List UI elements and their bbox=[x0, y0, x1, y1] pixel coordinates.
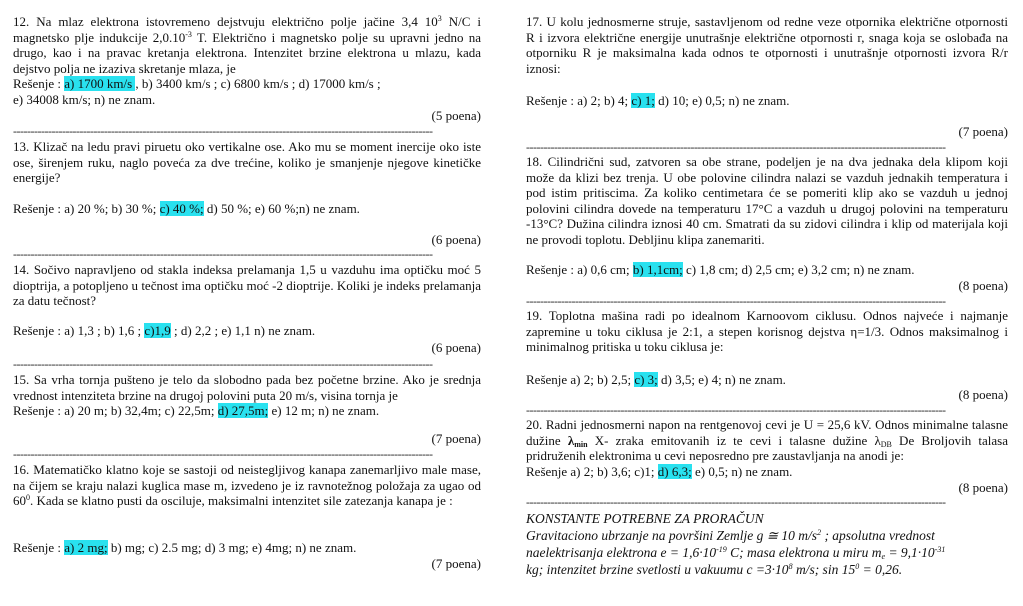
question-16-solution-row bbox=[13, 540, 481, 556]
highlighted-answer: d) 6,3; bbox=[657, 463, 692, 479]
question-17 bbox=[526, 14, 1008, 76]
question-13-points: (6 poena) bbox=[431, 232, 481, 247]
question-20-text: 20. Radni jednosmerni napon na rentgenovoj cevi je U = 25,6 kV. Odnos minimalne talasne dužine $\lambda_{min}$ X- zraka emitovanih iz te cevi i talasne dužine $\lambda_{DB}$ De Broljovih talasa pridruženih elektronima u cevi neposredno pre zaustavljanja na anodi je: bbox=[526, 417, 1008, 463]
separator-line: ------------------------------------------------------------------------------------------------------------------------ bbox=[526, 297, 946, 305]
question-13 bbox=[13, 139, 481, 186]
separator-line: ------------------------------------------------------------------------------------------------------------------------ bbox=[526, 406, 946, 414]
question-18 bbox=[526, 154, 1008, 247]
question-14-text: 14. Sočivo napravljeno od stakla indeksa prelamanja 1,5 u vazduhu ima optičku moć 5 dioptrija, a potopljeno u tečnost ima optičku moć -2 dioptrije. Koliki je indeks prelamanja za datu tečnost? bbox=[13, 262, 481, 308]
question-15-points: (7 poena) bbox=[431, 431, 481, 446]
constants-line-3: kg; intenzitet brzine svetlosti u vakuumu $c =3\cdot 10^8$ m/s; $\sin 15^0 = 0,26$. bbox=[526, 562, 903, 577]
separator-line: ------------------------------------------------------------------------------------------------------------------------ bbox=[13, 250, 433, 258]
question-14 bbox=[13, 262, 481, 309]
question-16-text: 16. Matematičko klatno koje se sastoji od neistegljivog kanapa zanemarljivo male mase, na čijem se kraju nalazi kuglica mase m, izvedeno je iz ravnotežnog položaja za ugao od $60^0$. Kada se klatno pusti da osciluje, maksimalni intenzitet sile zatezanja kanapa je : bbox=[13, 462, 481, 508]
question-20-points: (8 poena) bbox=[958, 480, 1008, 495]
question-12-text: 12. Na mlaz elektrona istovremeno dejstvuju električno polje jačine 3,4 $10^3$ N/C i magnetsko plje indukcije $2,0.10^{-3}$ T. Električno i magnetsko polje su upravni jedno na drugo, kao i na pravac kretanja elektrona. Intenzitet brzine elektrona u mlazu, kada dejstvo polja ne izaziva skretanje mlaza, je bbox=[13, 14, 481, 76]
question-13-solution-row bbox=[13, 201, 481, 217]
question-17-points: (7 poena) bbox=[958, 124, 1008, 139]
question-12-points: (5 poena) bbox=[431, 108, 481, 123]
highlighted-answer: b) 1,1cm; bbox=[632, 262, 683, 277]
question-18-text: 18. Cilindrični sud, zatvoren sa obe strane, podeljen je na dva jednaka dela klipom koji može da klizi bez trenja. U obe polovine cilindra nalazi se vazduh jednakih temperatura i pod istim pritiscima. Za koliko centimetara će se pomeriti klip ako se vazduh u jednoj polovini cilindra dovede na temperaturu 17°C a vazduh u drugoj polovini na temperaturu -13°C? Dužina cilindra iznosi 40 cm. Smatrati da su zidovi cilindra i klip od materijala koji ne provodi toplotu. Debljinu klipa zanemariti. bbox=[526, 154, 1008, 247]
question-16-points: (7 poena) bbox=[431, 556, 481, 571]
question-19-text: 19. Toplotna mašina radi po idealnom Karnoovom ciklusu. Odnos najveće i najmanje zapremine u toku ciklusa je 2:1, a stepen korisnog dejstva η=1/3. Odnos maksimalnog i minimalnog pritiska u toku ciklusa je: bbox=[526, 308, 1008, 354]
question-20 bbox=[526, 417, 1008, 479]
question-17-solution-row bbox=[526, 93, 1008, 109]
constants-title: KONSTANTE POTREBNE ZA PRORAČUN bbox=[526, 511, 764, 526]
separator-line: ------------------------------------------------------------------------------------------------------------------------ bbox=[526, 498, 946, 506]
question-12-solution: Rešenje : a) 1700 km/s , b) 3400 km/s ; c) 6800 km/s ; d) 17000 km/s ; bbox=[13, 76, 381, 91]
question-14-solution: Rešenje : a) 1,3 ; b) 1,6 ; c)1,9 ; d) 2,2 ; e) 1,1 n) ne znam. bbox=[13, 323, 316, 338]
constants-section bbox=[526, 510, 1008, 578]
question-15-solution: Rešenje : a) 20 m; b) 32,4m; c) 22,5m; d) 27,5m; e) 12 m; n) ne znam. bbox=[13, 403, 380, 418]
question-14-solution-row bbox=[13, 323, 481, 339]
highlighted-answer: c) 3; bbox=[634, 372, 658, 387]
question-12 bbox=[13, 14, 481, 107]
highlighted-answer: c) 40 %; bbox=[159, 201, 204, 216]
question-15-text: 15. Sa vrha tornja pušteno je telo da slobodno pada bez početne brzine. Ako je srednja vrednost intenziteta brzine na drugoj polovini puta 20 m/s, visina tornja je bbox=[13, 372, 481, 403]
question-12-solution-line2: e) 34008 km/s; n) ne znam. bbox=[13, 91, 156, 107]
question-18-solution-row bbox=[526, 262, 1008, 278]
highlighted-answer: a) 1700 km/s bbox=[64, 76, 136, 91]
question-16-solution: Rešenje : a) 2 mg; b) mg; c) 2.5 mg; d) 3 mg; e) 4mg; n) ne znam. bbox=[13, 540, 357, 555]
question-15 bbox=[13, 372, 481, 419]
constants-line-1: Gravitaciono ubrzanje na površini Zemlje g ≅ 10 $m/s^2$ ; apsolutna vrednost bbox=[526, 528, 935, 543]
question-19 bbox=[526, 308, 1008, 355]
question-18-solution: Rešenje : a) 0,6 cm; b) 1,1cm; c) 1,8 cm; d) 2,5 cm; e) 3,2 cm; n) ne znam. bbox=[526, 262, 915, 277]
separator-line: ------------------------------------------------------------------------------------------------------------------------ bbox=[13, 450, 433, 458]
question-17-text: 17. U kolu jednosmerne struje, sastavljenom od redne veze otpornika električne otpornosti R i izvora električne energije unutrašnje električne otpornosti r, snaga koja se oslobađa na otporniku R je maksimalna kada odnos te otpornosti i unutrašnje otpornosti izvora R/r iznosi: bbox=[526, 14, 1008, 76]
highlighted-answer: c)1,9 bbox=[144, 323, 171, 338]
question-19-solution-row bbox=[526, 372, 1008, 388]
separator-line: ------------------------------------------------------------------------------------------------------------------------ bbox=[13, 360, 433, 368]
question-13-text: 13. Klizač na ledu pravi piruetu oko vertikalne ose. Ako mu se moment inercije oko iste ose, širenjem ruku, naglo poveća za dve trećine, koliko je smanjenje njegove kinetičke energije? bbox=[13, 139, 481, 185]
question-19-solution: Rešenje a) 2; b) 2,5; c) 3; d) 3,5; e) 4; n) ne znam. bbox=[526, 372, 786, 387]
question-19-points: (8 poena) bbox=[958, 387, 1008, 402]
question-17-solution: Rešenje : a) 2; b) 4; c) 1; d) 10; e) 0,5; n) ne znam. bbox=[526, 93, 790, 108]
separator-line: ------------------------------------------------------------------------------------------------------------------------ bbox=[526, 143, 946, 151]
highlighted-answer: d) 27,5m; bbox=[217, 403, 269, 418]
question-14-points: (6 poena) bbox=[431, 340, 481, 355]
constants-line-2: naelektrisanja elektrona $e = 1,6\cdot 10^{-19}$ C; masa elektrona u miru $m_e = 9,1\cdot 10^{-31}$ bbox=[526, 545, 946, 561]
question-20-solution: Rešenje a) 2; b) 3,6; c)1; d) 6,3; e) 0,5; n) ne znam. bbox=[526, 463, 793, 479]
question-16 bbox=[13, 462, 481, 509]
question-18-points: (8 poena) bbox=[958, 278, 1008, 293]
question-13-solution: Rešenje : a) 20 %; b) 30 %; c) 40 %; d) 50 %; e) 60 %;n) ne znam. bbox=[13, 201, 360, 216]
highlighted-answer: a) 2 mg; bbox=[64, 540, 108, 555]
separator-line: ------------------------------------------------------------------------------------------------------------------------ bbox=[13, 127, 433, 135]
highlighted-answer: c) 1; bbox=[631, 93, 655, 108]
